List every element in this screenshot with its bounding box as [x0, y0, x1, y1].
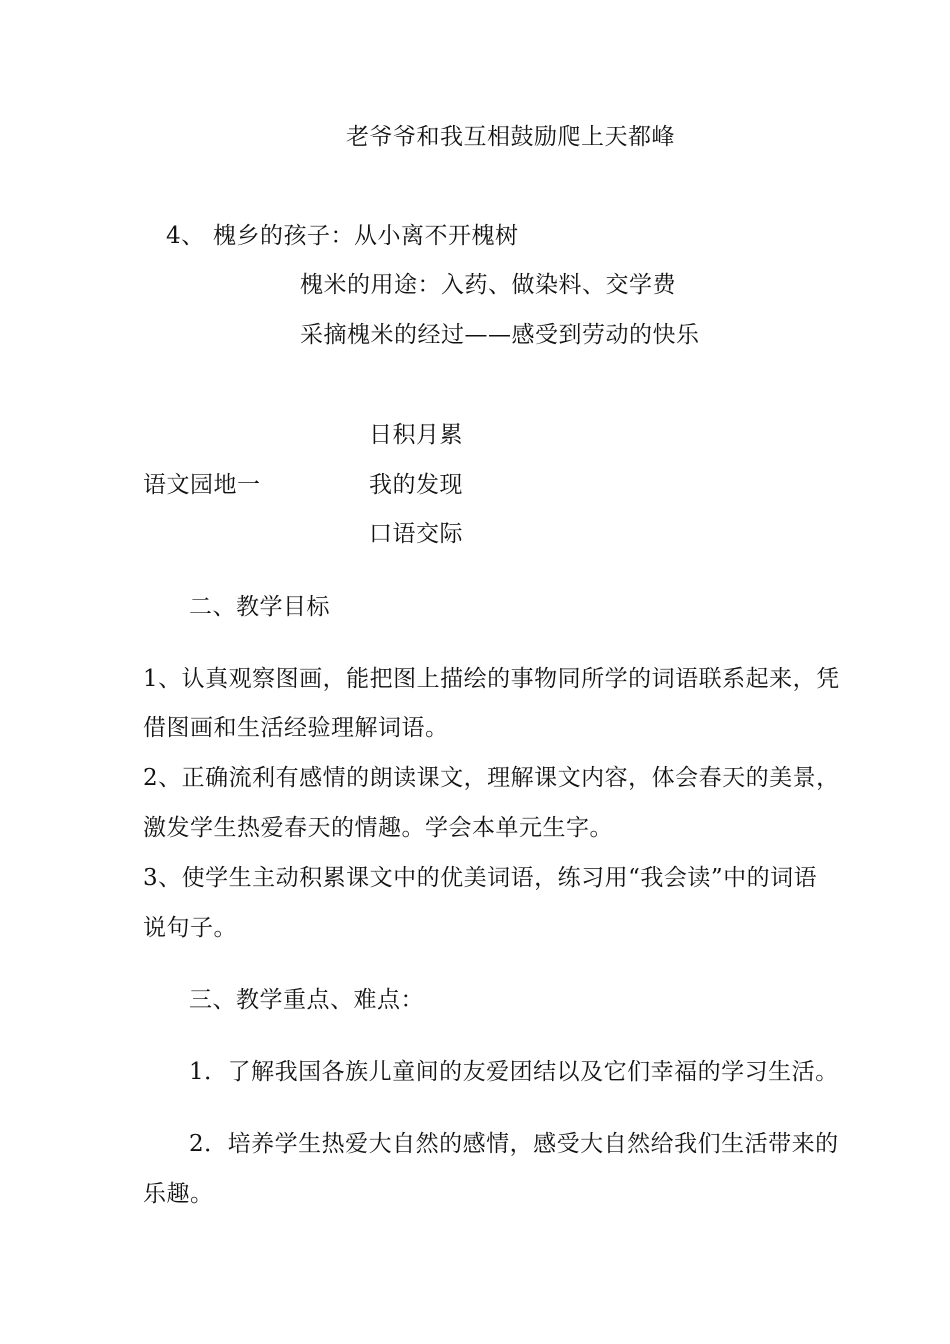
point-2-line-2: 乐趣。: [143, 1181, 214, 1207]
goal-1-line-1: 1、认真观察图画，能把图上描绘的事物同所学的词语联系起来，凭: [143, 666, 840, 692]
item4-line-2: 槐米的用途：入药、做染料、交学费: [300, 272, 676, 298]
item4-number: 4、: [166, 223, 205, 249]
garden-item-1: 日积月累: [369, 422, 463, 448]
garden-item-3: 口语交际: [369, 521, 463, 547]
goal-1-line-2: 借图画和生活经验理解词语。: [143, 715, 449, 741]
summary-line-top: 老爷爷和我互相鼓励爬上天都峰: [346, 124, 675, 150]
item4-line-1: 槐乡的孩子：从小离不开槐树: [213, 223, 519, 249]
garden-item-2: 我的发现: [369, 472, 463, 498]
goal-2-line-2: 激发学生热爱春天的情趣。学会本单元生字。: [143, 815, 613, 841]
point-2-line-1: 2．培养学生热爱大自然的感情，感受大自然给我们生活带来的: [189, 1131, 839, 1157]
section3-heading: 三、教学重点、难点：: [189, 987, 424, 1013]
item4-line-3: 采摘槐米的经过——感受到劳动的快乐: [300, 322, 700, 348]
section2-heading: 二、教学目标: [189, 594, 330, 620]
point-1-line-1: 1．了解我国各族儿童间的友爱团结以及它们幸福的学习生活。: [189, 1059, 839, 1085]
goal-3-line-1: 3、使学生主动积累课文中的优美词语，练习用“我会读”中的词语: [143, 865, 818, 891]
garden-title: 语文园地一: [143, 472, 261, 498]
goal-3-line-2: 说句子。: [143, 915, 237, 941]
goal-2-line-1: 2、正确流利有感情的朗读课文，理解课文内容，体会春天的美景，: [143, 765, 840, 791]
